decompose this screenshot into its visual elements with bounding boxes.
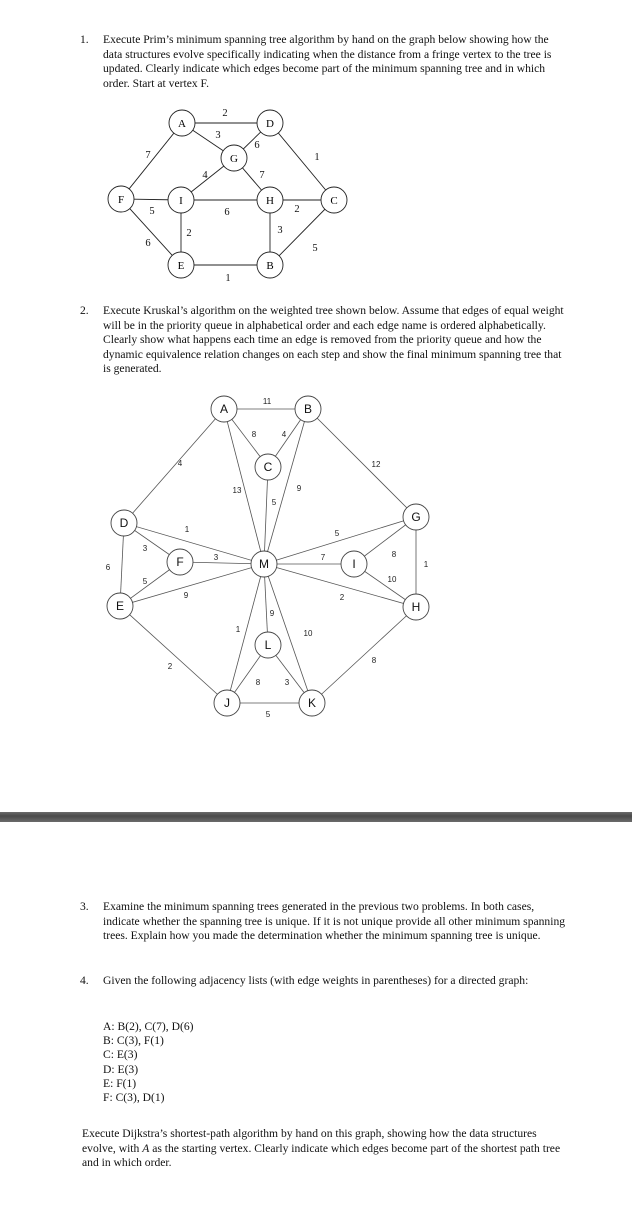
weight-A-D: 4 [177,459,183,468]
weight-D-C: 1 [314,152,320,163]
node-label: M [259,557,269,571]
adjacency-line: B: C(3), F(1) [103,1034,164,1048]
node-B [257,252,283,278]
weight-D-F: 3 [142,544,148,553]
page-divider [0,812,632,822]
weight-H-B: 3 [277,225,283,236]
weight-G-H: 7 [259,170,265,181]
dijkstra-instructions [82,1127,572,1171]
node-C [321,187,347,213]
edge-H-K [312,607,416,703]
node-H [403,594,429,620]
weight-B-M: 9 [296,484,302,493]
node-I [341,551,367,577]
adjacency-line: A: B(2), C(7), D(6) [103,1020,194,1033]
weight-G-M: 5 [334,529,340,538]
node-B [295,396,321,422]
weight-D-M: 1 [184,525,190,534]
node-label: F [117,194,125,206]
node-label: H [266,195,274,207]
question-3 [80,900,570,944]
question-text: Execute Prim’s minimum spanning tree algorithm by hand on the graph below showing how the data structures evolve specifically indicating when the distance from a fringe vertex to the tree is updated. Clearly indicate which edges become part of the minimum spanning tree and in which order. Start at vertex F. [103,33,552,90]
node-L [255,632,281,658]
kruskal-graph [0,380,632,720]
node-label: B [303,402,313,416]
weight-M-L: 9 [269,609,275,618]
node-K [299,690,325,716]
weight-A-F: 7 [145,150,151,161]
weight-I-H: 10 [387,575,397,584]
node-label: K [307,696,317,710]
weight-M-H: 2 [339,593,345,602]
node-D [111,510,137,536]
weight-I-G: 8 [391,550,397,559]
node-label: D [119,516,129,530]
question-number: 1. [80,33,89,46]
node-label: C [330,195,338,207]
weight-C-B: 5 [312,243,318,254]
question-text: Execute Kruskal’s algorithm on the weighted tree shown below. Assume that edges of equal weight will be in the priority queue in alphabetical order and each edge name is ordered alphabetically. Clearly show what happens each time an edge is removed from the priority queue and how the dynamic equivalence relation changes on each step and show the final minimum spanning tree that is generated. [103,304,564,376]
weight-F-E: 5 [142,577,148,586]
weight-M-K: 10 [303,629,313,638]
weight-E-J: 2 [167,662,173,671]
weight-E-B: 1 [225,273,231,284]
question-text: Given the following adjacency lists (with edge weights in parentheses) for a directed graph: [103,974,529,987]
weight-F-M: 3 [213,553,219,562]
node-label: G [411,510,421,524]
weight-A-C: 8 [251,430,257,439]
weight-H-K: 8 [371,656,377,665]
node-label: A [219,402,229,416]
weight-A-M: 13 [232,486,242,495]
weight-F-I: 5 [149,206,155,217]
weight-D-E: 6 [105,563,111,572]
prim-graph [0,0,632,290]
adjacency-lists [103,1020,193,1105]
node-label: D [266,118,274,130]
weight-L-K: 3 [284,678,290,687]
graph-nodes [107,396,429,716]
weight-G-I: 4 [202,170,208,181]
node-label: F [176,555,184,569]
instruction-text-end: as the starting vertex. Clearly indicate which edges become part of the shortest path tree and in which order. [82,1141,561,1170]
node-label: J [224,696,230,710]
node-F [167,549,193,575]
weight-H-C: 2 [294,204,300,215]
node-label: H [411,600,421,614]
node-A [211,396,237,422]
node-E [168,252,194,278]
weight-M-I: 7 [320,553,326,562]
question-number: 4. [80,974,89,987]
node-A [169,110,195,136]
weight-B-G: 12 [371,460,381,469]
node-J [214,690,240,716]
edge-E-M [120,564,264,606]
node-G [403,504,429,530]
node-label: G [230,153,238,165]
node-M [251,551,277,577]
node-D [257,110,283,136]
weight-E-M: 9 [183,591,189,600]
start-vertex: A [142,1141,150,1155]
weight-J-K: 5 [265,710,271,719]
weight-I-E: 2 [186,228,192,239]
edge-E-J [120,606,227,703]
weight-L-J: 8 [255,678,261,687]
edge-D-C [270,123,334,200]
weight-G-D: 6 [254,140,260,151]
node-label: L [264,638,272,652]
weight-M-J: 1 [235,625,241,634]
node-label: C [263,460,273,474]
node-label: E [177,260,185,272]
adjacency-line: F: C(3), D(1) [103,1091,165,1105]
node-I [168,187,194,213]
node-E [107,593,133,619]
weight-G-H: 1 [423,560,429,569]
graph-edges [121,123,334,265]
node-label: I [352,557,356,571]
edge-A-F [121,123,182,199]
adjacency-line: D: E(3) [103,1062,139,1076]
node-label: I [179,195,183,207]
question-4 [80,974,570,989]
question-text: Examine the minimum spanning trees generated in the previous two problems. In both cases, indicate whether the spanning tree is unique. If it is not unique provide all other minimum spanning trees. Explain how you made the determination whether the minimum spanning tree is unique. [103,900,566,943]
instruction-text-start: Execute Dijkstra’s shortest-path algorithm by hand on this graph, showing how the data structures evolve, with [82,1127,537,1155]
weight-A-B: 11 [262,397,272,406]
question-2 [80,304,570,377]
node-C [255,454,281,480]
graph-nodes [108,110,347,278]
question-number: 2. [80,304,89,317]
weight-B-C: 4 [281,430,287,439]
node-label: E [115,599,125,613]
weight-C-M: 5 [271,498,277,507]
adjacency-line: E: F(1) [103,1076,137,1090]
question-number: 3. [80,900,89,913]
edge-A-D [124,409,224,523]
weight-A-G: 3 [215,130,221,141]
node-label: A [178,118,186,130]
node-H [257,187,283,213]
node-G [221,145,247,171]
node-label: B [266,260,274,272]
edge-B-G [308,409,416,517]
weight-A-D: 2 [222,108,228,119]
node-F [108,186,134,212]
edge-A-M [224,409,264,564]
weight-F-E: 6 [145,238,151,249]
adjacency-line: C: E(3) [103,1048,138,1062]
edge-C-M [264,467,268,564]
weight-I-H: 6 [224,207,230,218]
